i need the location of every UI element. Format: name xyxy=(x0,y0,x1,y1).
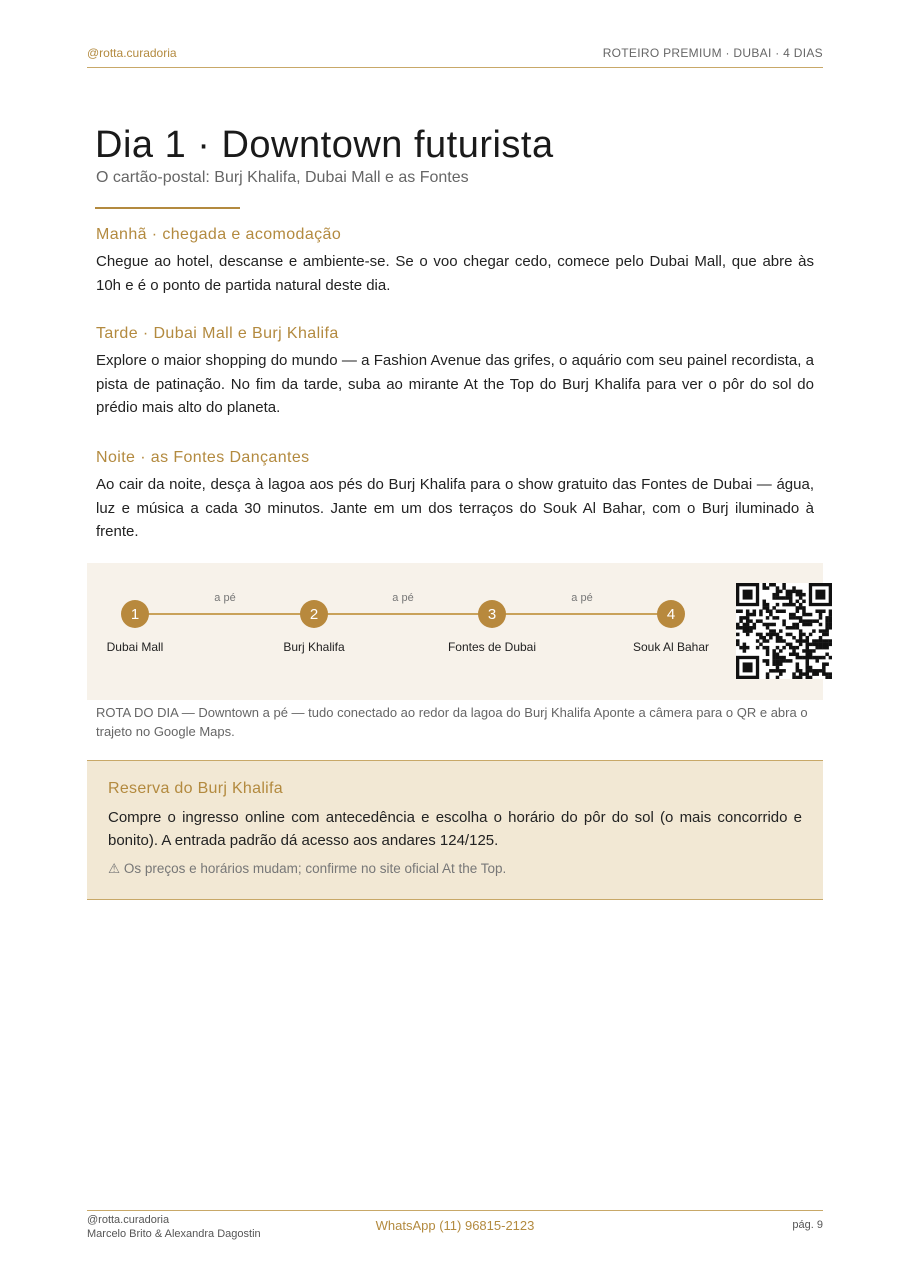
route-stop-name: Burj Khalifa xyxy=(283,640,345,654)
route-stop-marker: 2 xyxy=(300,600,328,628)
footer-brand: @rotta.curadoria xyxy=(87,1214,170,1226)
route-segment-label: a pé xyxy=(214,592,236,604)
footer-whatsapp-contact[interactable]: WhatsApp (11) 96815-2123 xyxy=(375,1218,535,1233)
section-heading: Tarde · Dubai Mall e Burj Khalifa xyxy=(96,325,339,342)
page-header xyxy=(87,46,823,68)
section-body: Chegue ao hotel, descanse e ambiente-se. Se o voo chegar cedo, comece pelo Dubai Mall, que abre às 10h e é o ponto de partida natural deste dia. xyxy=(96,253,814,294)
header-document-title: ROTEIRO PREMIUM · DUBAI · 4 DIAS xyxy=(602,46,823,60)
section-night xyxy=(96,449,814,544)
section-heading: Noite · as Fontes Dançantes xyxy=(96,449,310,466)
qr-code-icon[interactable] xyxy=(736,583,832,679)
section-morning xyxy=(96,226,814,297)
page-number: pág. 9 xyxy=(792,1219,823,1231)
route-map xyxy=(87,563,823,700)
route-stop-name: Dubai Mall xyxy=(106,640,164,654)
page-footer xyxy=(87,1210,823,1243)
footer-authors: Marcelo Brito & Alexandra Dagostin xyxy=(87,1228,261,1240)
route-stop-marker: 4 xyxy=(657,600,685,628)
section-body: Ao cair da noite, desça à lagoa aos pés do Burj Khalifa para o show gratuito das Fontes de Dubai — água, luz e música a cada 30 minutos. Jante em um dos terraços do Souk Al Bahar, com o Burj iluminado à frente. xyxy=(96,476,814,540)
callout-body: Compre o ingresso online com antecedência e escolha o horário do pôr do sol (o mais concorrido e bonito). A entrada padrão dá acesso aos andares 124/125. xyxy=(108,809,802,849)
reservation-callout xyxy=(87,760,823,900)
route-stop-name: Fontes de Dubai xyxy=(447,640,537,654)
page-subtitle: O cartão-postal: Burj Khalifa, Dubai Mall e as Fontes xyxy=(96,169,469,186)
route-segment-label: a pé xyxy=(571,592,593,604)
route-line xyxy=(135,613,671,615)
title-divider xyxy=(95,207,240,209)
section-afternoon xyxy=(96,325,814,420)
route-segment-label: a pé xyxy=(392,592,414,604)
route-stop-marker: 3 xyxy=(478,600,506,628)
callout-title: Reserva do Burj Khalifa xyxy=(108,780,283,797)
section-body: Explore o maior shopping do mundo — a Fashion Avenue das grifes, o aquário com seu painel recordista, a pista de patinação. No fim da tarde, suba ao mirante At the Top do Burj Khalifa para ver o pôr do sol do prédio mais alto do planeta. xyxy=(96,352,814,416)
route-stop-name: Souk Al Bahar xyxy=(632,640,710,654)
route-caption: ROTA DO DIA — Downtown a pé — tudo conectado ao redor da lagoa do Burj Khalifa Aponte a câmera para o QR e abra o trajeto no Google Maps. xyxy=(96,705,808,739)
route-stop-marker: 1 xyxy=(121,600,149,628)
page-title: Dia 1 · Downtown futurista xyxy=(95,124,554,166)
header-brand: @rotta.curadoria xyxy=(87,46,177,60)
callout-note: ⚠ Os preços e horários mudam; confirme no site oficial At the Top. xyxy=(108,861,507,876)
section-heading: Manhã · chegada e acomodação xyxy=(96,226,342,243)
